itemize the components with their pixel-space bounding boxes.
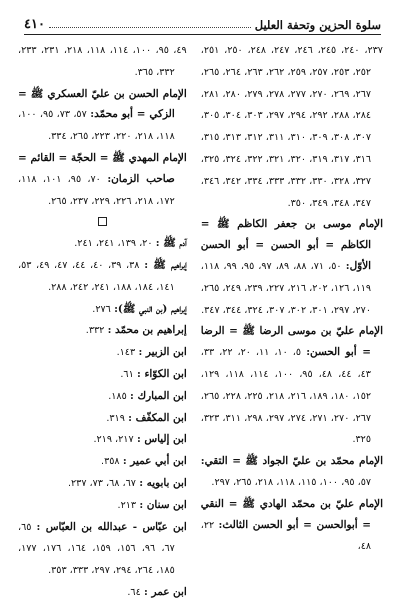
index-entry: الإمام الحسن بن عليّ العسكري ﷺ = الزكي = أبو محمّد: ٥٧، ٧٣، ٩٥، ١٠٠، ١١٨، ٢١٨، ٢٢٠، ٢٢٣، ٢٦٥، ٣٣٤. [18,87,187,143]
index-entry: الإمام عليّ بن موسى الرضا ﷺ = الرضا = أبو الحسن: ٥، ١٠، ١١، ٢٠، ٢٢، ٣٣، ٤٣، ٤٤، ٤٨، ٩٥، ١٠٠، ١١٤، ١١٨، ١٢٩، ١٥٢، ١٨٠، ١٨٩، ٢١٦، ٢١٨، ٢٢٥، ٢٢٨، ٢٦٥، ٢٦٧، ٢٧٠، ٢٧١، ٢٧٤، ٢٩٧، ٢٩٨، ٣١١، ٣٢٣، ٣٢٥. [200,325,383,446]
index-columns [18,40,383,598]
index-entry: الإمام عليّ بن محمّد الهادي ﷺ = النقي = أبوالحسن = أبو الحسن الثالث: ٢٢، ٤٨، [200,497,383,553]
index-entry: إبراهيم بن محمّد : ٣٣٢. [85,324,187,337]
index-entry: إبراهيم ﷺ : ٣٨، ٣٩، ٤٠، ٤٤، ٤٧، ٤٩، ٥٣، ١٤١، ١٨٤، ١٨٨، ٢٤١، ٢٤٢، ٢٨٨. [18,258,187,293]
index-entry: ابن المكفّف : ٣١٩. [106,411,187,424]
index-column-right [201,40,383,568]
index-entry: ٢٣٧، ٢٤٠، ٢٤٥، ٢٤٦، ٢٤٧، ٢٤٨، ٢٥٠، ٢٥١، ٢٥٢، ٢٥٣، ٢٥٧، ٢٥٩، ٢٦٢، ٢٦٣، ٢٦٤، ٢٦٥، ٢٦٧، ٢٦٩، ٢٧٠، ٢٧٧، ٢٧٨، ٢٧٩، ٢٨٠، ٢٨١، ٢٨٤، ٢٨٨، ٢٩٢، ٢٩٤، ٢٩٧، ٣٠٣، ٣٠٤، ٣٠٥، ٣٠٧، ٣٠٨، ٣٠٩، ٣١٠، ٣١١، ٣١٢، ٣١٣، ٣١٥، ٣١٦، ٣١٧، ٣١٩، ٣٢٠، ٣٢١، ٣٢٢، ٣٢٤، ٣٢٥، ٣٢٧، ٣٢٨، ٣٣٠، ٣٣٢، ٣٣٣، ٣٣٤، ٣٤٢، ٣٤٦، ٣٤٧، ٣٤٨، ٣٤٩، ٣٥٠. [200,45,383,209]
index-entry: ابن إلياس : ٢١٧، ٢١٩. [93,433,187,446]
index-entry: الإمام موسى بن جعفر الكاظم ﷺ = الكاظم = أبو الحسن = أبو الحسن الأوّل: ٥٠، ٧١، ٨٨، ٨٩، ٩٧، ٩٥، ٩٩، ١١٨، ١١٩، ١٢٦، ٢٠٢، ٢١٦، ٢٢٧، ٢٣٩، ٢٤٩، ٢٦٥، ٢٧٠، ٢٩٧، ٣٠١، ٣٠٢، ٣٠٧، ٣٢٤، ٣٤٤، ٣٤٧. [200,218,383,316]
page-number: ٤١٠ [24,17,45,32]
section-separator-box [18,212,187,233]
index-entry: ابن سنان : ٢١٣. [117,498,187,511]
index-entry: ٤٩، ٩٥، ١٠٠، ١١٤، ١١٨، ٢١٨، ٢٣١، ٢٣٣، ٣٣٢، ٣٦٥. [18,45,187,78]
index-entry: ابن أبي عمير : ٣٥٨. [101,455,187,468]
index-entry: الإمام محمّد بن عليّ الجواد ﷺ = التقي: ٥٧، ٩٥، ١٠٠، ١١٥، ١١٨، ٢١٨، ٢٦٥، ٢٩٧. [200,455,383,488]
header-leader-dots [49,27,251,28]
index-entry: ابن عمر : ٦٤. [127,585,187,598]
index-entry: آدم ﷺ : ٢٠، ١٣٩، ٢٤١، ٢٤١. [74,237,187,250]
index-entry: ابن الزبير : ١٤٣. [116,346,187,359]
index-entry: ابن الكوّاء : ٦١. [120,367,187,380]
index-entry: الإمام المهدي ﷺ = الحجّة = القائم = صاحب الزمان: ٧٠، ٩٥، ١٠١، ١١٨، ١٧٢، ٢١٨، ٢٢٦، ٢٢٩، ٢٣٧، ٢٦٥. [18,151,187,207]
index-entry: ابن عبّاس - عبدالله بن العبّاس : ٦٥، ٦٧، ٩٦، ١٥٦، ١٥٩، ١٦٤، ١٧٦، ١٧٧، ١٨٥، ٢٦٤، ٢٩٤، ٢٩٧، ٣٣٣، ٣٥٣. [18,520,187,577]
index-entry: إبراهيم (بن النبي ﷺ): ٢٧٦. [92,302,187,315]
header-rule [24,34,381,35]
running-header [24,10,381,32]
index-entry: ابن بابويه : ٦٧، ٦٨، ٧٣، ٢٣٧. [67,476,187,489]
index-column-left [18,40,187,598]
book-title: سلوة الحزين وتحفة العليل [254,18,381,32]
square-icon [98,217,107,226]
index-entry: ابن المبارك : ١٨٥. [108,389,187,402]
